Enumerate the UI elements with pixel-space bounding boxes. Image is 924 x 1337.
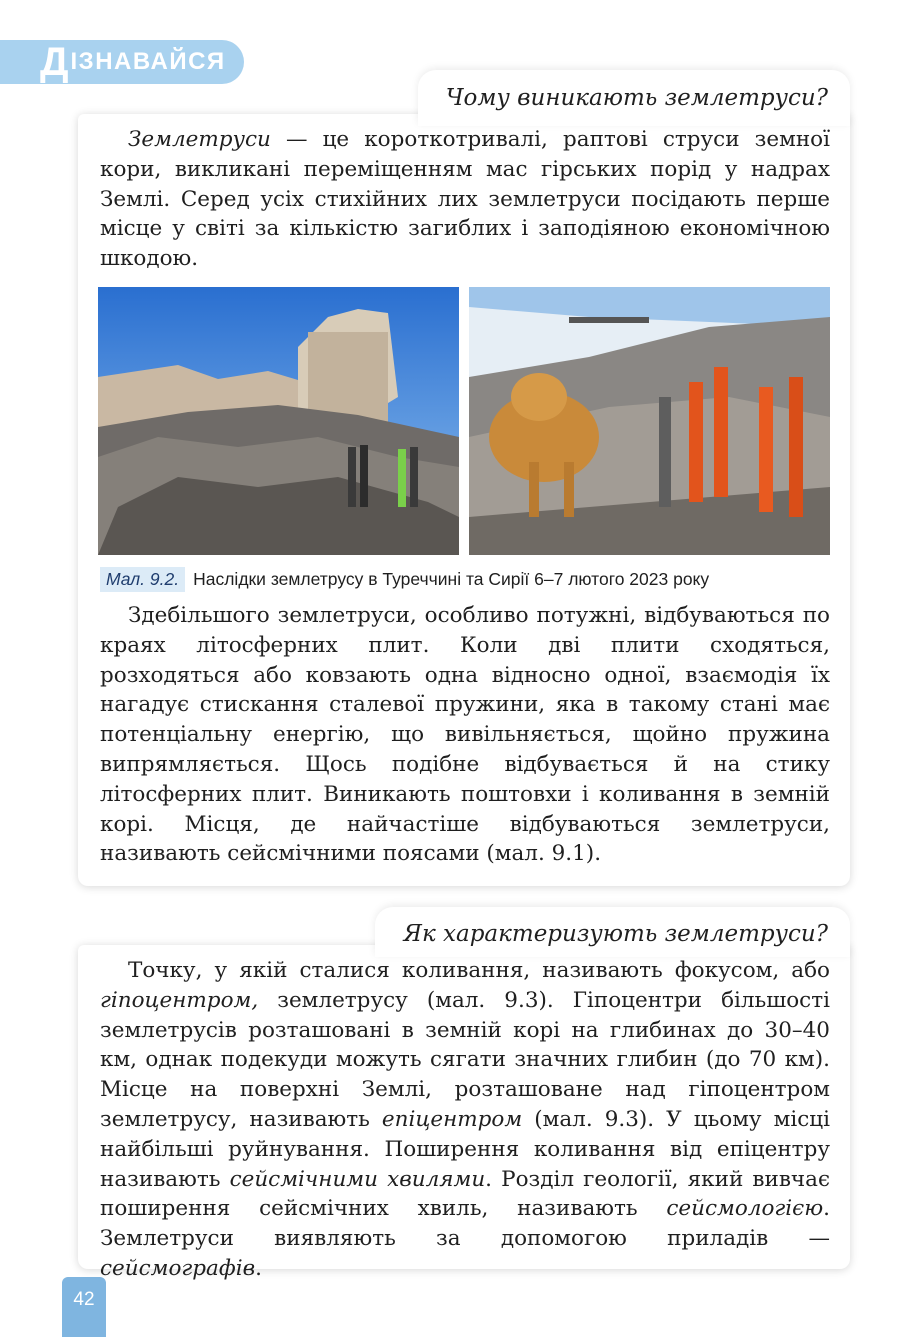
term-seismographs: сейсмографів: [100, 1255, 256, 1281]
term-hypocenter: гіпоцентром,: [100, 987, 259, 1013]
question-heading-2: Як характеризують землетруси?: [403, 921, 828, 947]
term-seismic-waves: сейсмічними хвилями: [229, 1166, 486, 1192]
photo-rescue-dog: [469, 287, 830, 555]
term-seismology: сейсмологією: [666, 1196, 824, 1222]
page-number: [62, 1277, 106, 1337]
photo-collapsed-buildings: [98, 287, 459, 555]
term-epicenter: епіцентром: [381, 1106, 523, 1132]
question-tab-2: [375, 907, 850, 957]
hyp-text-d: . Розділ геології, який вивчає поширення сейсмічних хвиль, називають: [100, 1166, 830, 1222]
question-tab-1: [418, 70, 850, 126]
plates-paragraph: [100, 601, 830, 869]
hyp-text-c: (мал. 9.3). У цьому місці найбільші руйнування. Поширення коливання від епіцентру називають: [100, 1106, 830, 1192]
badge-first-letter: Д: [40, 40, 69, 84]
hypocenter-paragraph: [100, 956, 830, 1284]
figure-label: Мал. 9.2.: [100, 567, 185, 592]
hyp-text-b: землетрусу (мал. 9.3). Гіпоцентри більшості землетрусів розташовані в земній корі на глибинах до 30–40 км, однак подекуди можуть сягати значних глибин (до 70 км). Місце на поверхні Землі, розташоване над гіпоцентром землетрусу, називають: [100, 987, 830, 1132]
badge-text: ІЗНАВАЙСЯ: [70, 48, 226, 75]
hyp-text-e: . Землетруси виявляють за допомогою приладів —: [100, 1196, 830, 1252]
term-earthquakes: Землетруси: [128, 127, 271, 152]
figure-caption-text: Наслідки землетрусу в Туреччині та Сирії 6–7 лютого 2023 року: [193, 569, 710, 589]
page-number-text: 42: [73, 1289, 95, 1310]
figure-caption: [100, 567, 709, 592]
hyp-text-f: .: [255, 1255, 262, 1281]
plates-text: Здебільшого землетруси, особливо потужні, відбуваються по краях літосферних плит. Коли дві плити сходяться, розходяться або ковзають одна відносно одної, взаємодія їх нагадує стискання сталевої пружини, яка в такому стані має потенціальну енергію, що вивільняється, щойно пружина випрямляється. Щось подібне відбувається й на стику літосферних плит. Виникають поштовхи і коливання в земній корі. Місця, де найчастіше відбуваються землетруси, називають сейсмічними поясами (мал. 9.1).: [100, 603, 830, 867]
question-heading-1: Чому виникають землетруси?: [445, 85, 828, 111]
hyp-text-a: Точку, у якій сталися коливання, називають фокусом, або: [128, 958, 830, 983]
intro-text: — це короткотривалі, раптові струси земної кори, викликані переміщенням мас гірських порід у надрах Землі. Серед усіх стихійних лих землетруси посідають перше місце у світі за кількістю загиблих і заподіяною економічною шкодою.: [100, 127, 830, 272]
intro-paragraph: [100, 125, 830, 274]
section-badge: [0, 40, 244, 84]
